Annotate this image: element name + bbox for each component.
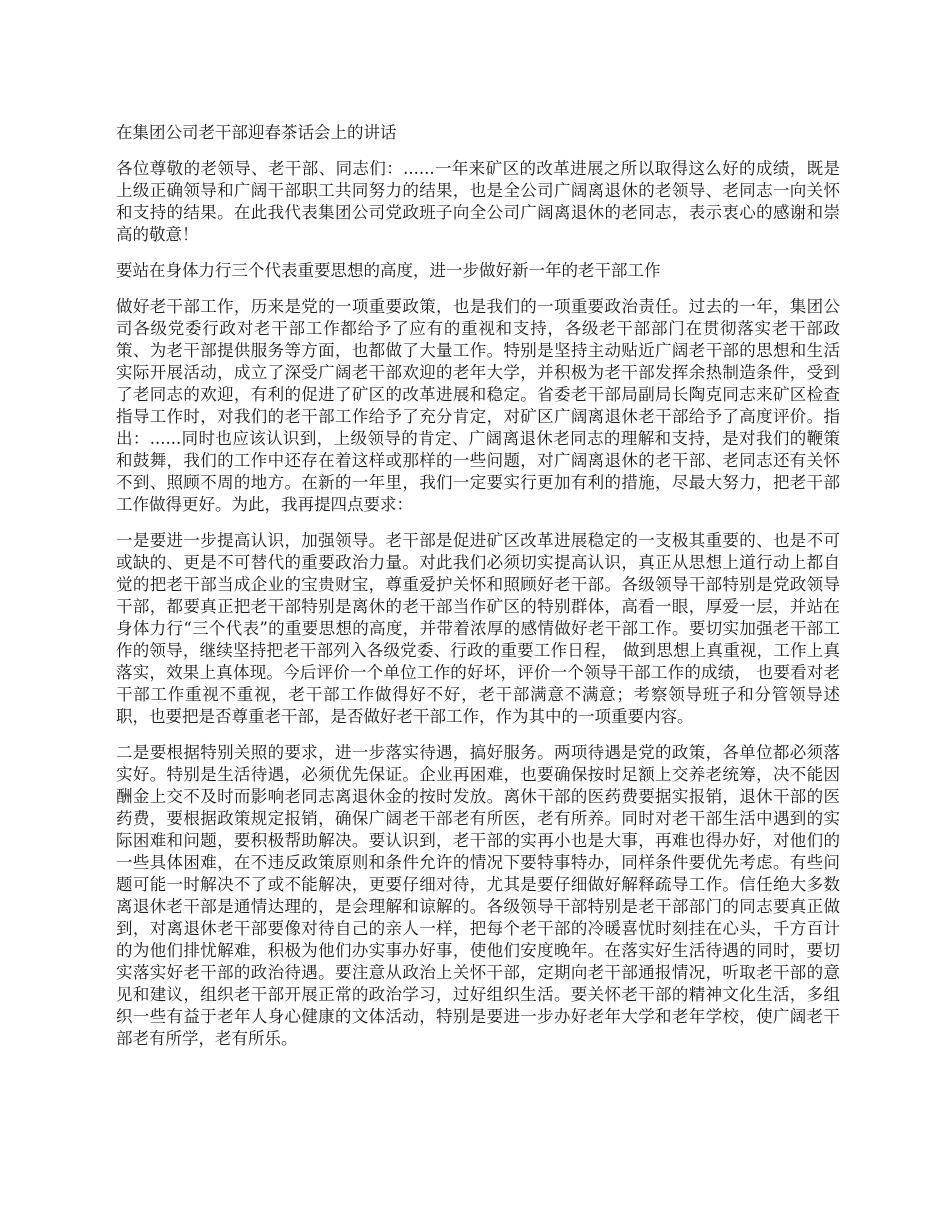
paragraph-work-review: 做好老干部工作，历来是党的一项重要政策，也是我们的一项重要政治责任。过去的一年，集团公司各级党委行政对老干部工作都给予了应有的重视和支持，各级老干部部门在贯彻落实老干部政策、为老干部提供服务等方面，也都做了大量工作。特别是坚持主动贴近广阔老干部的思想和生活实际开展活动，成立了深受广阔老干部欢迎的老年大学，并积极为老干部发挥余热制造条件，受到了老同志的欢迎，有利的促进了矿区的改革进展和稳定。省委老干部局副局长陶克同志来矿区检查指导工作时，对我们的老干部工作给予了充分肯定，对矿区广阔离退休老干部给予了高度评价。指出：......同时也应该认识到，上级领导的肯定、广阔离退休老同志的理解和支持，是对我们的鞭策和鼓舞，我们的工作中还存在着这样或那样的一些问题，对广阔离退休的老干部、老同志还有关怀不到、照顾不周的地方。在新的一年里，我们一定要实行更加有利的措施，尽最大努力，把老干部工作做得更好。为此，我再提四点要求： — [116, 297, 840, 514]
paragraph-greeting: 各位尊敬的老领导、老干部、同志们：......一年来矿区的改革进展之所以取得这么好的成绩，既是上级正确领导和广阔干部职工共同努力的结果，也是全公司广阔离退休的老领导、老同志一向关怀和支持的结果。在此我代表集团公司党政班子向全公司广阔离退休的老同志，表示衷心的感谢和崇高的敬意！ — [116, 159, 840, 244]
paragraph-requirement-two: 二是要根据特别关照的要求，进一步落实待遇，搞好服务。两项待遇是党的政策，各单位都必须落实好。特别是生活待遇，必须优先保证。企业再困难，也要确保按时足额上交养老统筹，决不能因酬金上交不及时而影响老同志离退休金的按时发放。离休干部的医药费要据实报销，退休干部的医药费，要根据政策规定报销，确保广阔老干部老有所医，老有所养。同时对老干部生活中遇到的实际困难和问题，要积极帮助解决。要认识到，老干部的实再小也是大事，再难也得办好，对他们的一些具体困难，在不违反政策原则和条件允许的情况下要特事特办，同样条件要优先考虑。有些问题可能一时解决不了或不能解决，更要仔细对待，尤其是要仔细做好解释疏导工作。信任绝大多数离退休老干部是通情达理的，是会理解和谅解的。各级领导干部特别是老干部部门的同志要真正做到，对离退休老干部要像对待自己的亲人一样，把每个老干部的冷暖喜忧时刻挂在心头，千方百计的为他们排忧解难，积极为他们办实事办好事，使他们安度晚年。在落实好生活待遇的同时，要切实落实好老干部的政治待遇。要注意从政治上关怀干部，定期向老干部通报情况，听取老干部的意见和建议，组织老干部开展正常的政治学习，过好组织生活。要关怀老干部的精神文化生活，多组织一些有益于老年人身心健康的文体活动，特别是要进一步办好老年大学和老年学校，使广阔老干部老有所学，老有所乐。 — [116, 743, 840, 1048]
paragraph-requirement-one: 一是要进一步提高认识，加强领导。老干部是促进矿区改革进展稳定的一支极其重要的、也是不可或缺的、更是不可替代的重要政治力量。对此我们必须切实提高认识，真正从思想上道行动上都自觉的把老干部当成企业的宝贵财宝，尊重爱护关怀和照顾好老干部。各级领导干部特别是党政领导干部，都要真正把老干部特别是离休的老干部当作矿区的特别群体，高看一眼，厚爱一层，并站在身体力行“三个代表”的重要思想的高度，并带着浓厚的感情做好老干部工作。要切实加强老干部工作的领导，继续坚持把老干部列入各级党委、行政的重要工作日程， 做到思想上真重视，工作上真落实，效果上真体现。今后评价一个单位工作的好坏，评价一个领导干部工作的成绩， 也要看对老干部工作重视不重视，老干部工作做得好不好，老干部满意不满意；考察领导班子和分管领导述职，也要把是否尊重老干部，是否做好老干部工作，作为其中的一项重要内容。 — [116, 531, 840, 726]
document-page — [116, 122, 840, 1064]
paragraph-section-heading: 要站在身体力行三个代表重要思想的高度，进一步做好新一年的老干部工作 — [116, 261, 661, 280]
document-title: 在集团公司老干部迎春茶话会上的讲话 — [116, 123, 397, 142]
